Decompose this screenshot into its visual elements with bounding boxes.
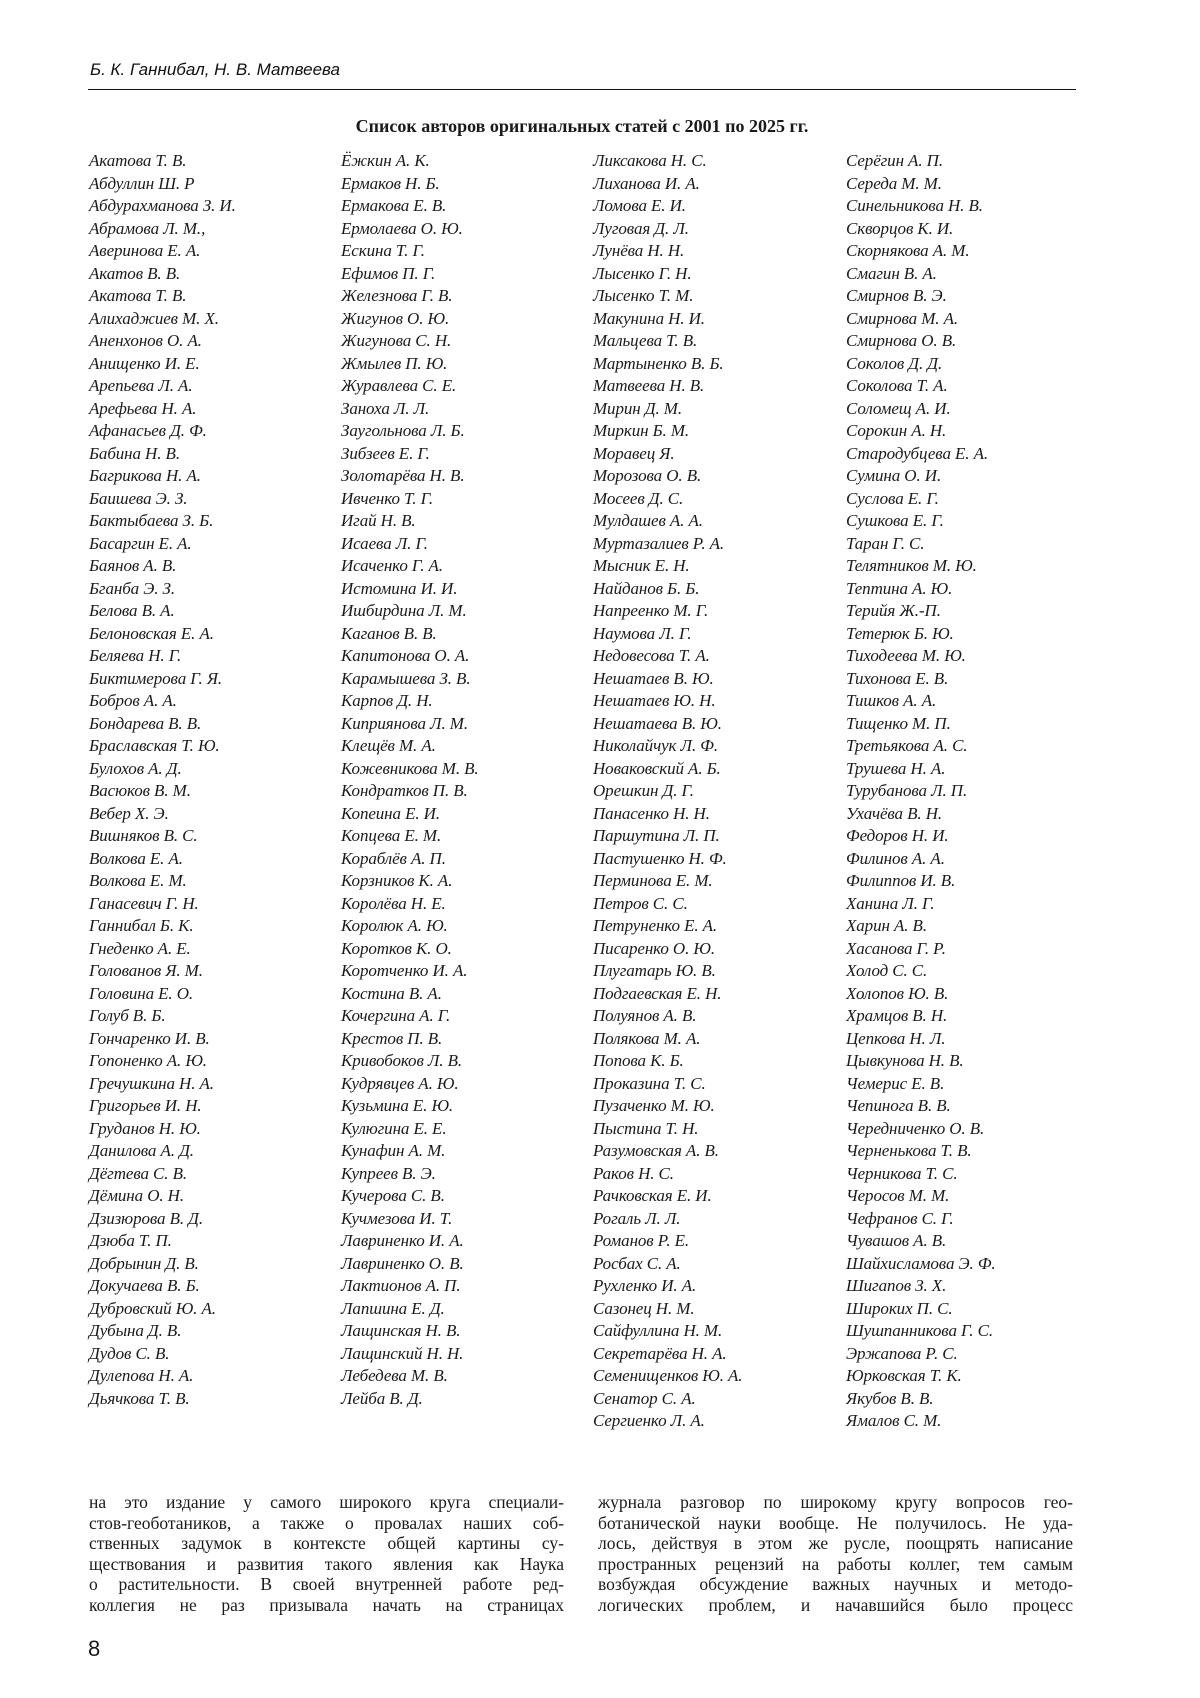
body-text-line: ществования и развития такого явления как Наука [89, 1553, 564, 1574]
author-name: Кожевникова М. В. [341, 758, 479, 778]
author-name: Бондарева В. В. [89, 713, 202, 733]
author-name: Корзников К. А. [341, 871, 453, 890]
author-name: Зибзеев Е. Г. [341, 443, 430, 463]
author-name: Серёгин А. П. [846, 151, 943, 170]
author-name: Ермолаева О. Ю. [341, 218, 463, 238]
author-name: Перминова Е. М. [593, 871, 713, 890]
author-name: Сазонец Н. М. [593, 1298, 695, 1318]
author-name: Эржапова Р. С. [846, 1343, 958, 1363]
author-name: Росбах С. А. [593, 1253, 681, 1273]
author-name: Середа М. М. [846, 173, 942, 193]
author-name: Браславская Т. Ю. [89, 736, 220, 755]
author-name: Найданов Б. Б. [593, 578, 700, 598]
body-text-line: на это издание у самого широкого круга специали- [89, 1492, 564, 1512]
author-name: Голованов Я. М. [89, 961, 203, 980]
author-name: Скворцов К. И. [846, 218, 954, 238]
body-text-right-column [598, 1492, 1073, 1615]
author-name: Волкова Е. М. [89, 871, 187, 890]
author-name: Кондратков П. В. [341, 781, 468, 800]
author-name: Юрковская Т. К. [846, 1366, 962, 1385]
author-name: Третьякова А. С. [846, 736, 968, 755]
body-text-line: стов-геоботаников, а также о провалах наших соб- [89, 1512, 564, 1533]
author-name: Ганасевич Г. Н. [89, 893, 199, 913]
author-name: Журавлева С. Е. [341, 376, 457, 395]
author-name: Дзизюрова В. Д. [89, 1208, 204, 1228]
page-number: 8 [88, 1636, 101, 1661]
author-name: Баянов А. В. [89, 556, 177, 575]
author-name: Васюков В. М. [89, 781, 191, 800]
author-name: Вебер Х. Э. [89, 803, 169, 823]
author-name: Абдуллин Ш. Р [89, 173, 195, 193]
author-name: Чепинога В. В. [846, 1096, 951, 1115]
author-name: Широких П. С. [846, 1298, 953, 1318]
author-name: Таран Г. С. [846, 533, 925, 553]
author-name: Дьячкова Т. В. [89, 1388, 190, 1408]
author-name: Сумина О. И. [846, 466, 942, 485]
author-name: Макунина Н. И. [593, 308, 705, 328]
author-name: Матвеева Н. В. [593, 376, 705, 395]
author-name: Заноха Л. Л. [341, 398, 430, 418]
author-name: Ивченко Т. Г. [341, 488, 434, 508]
author-name: Жигунова С. Н. [341, 331, 452, 350]
author-name: Цепкова Н. Л. [846, 1028, 946, 1048]
author-name: Багрикова Н. А. [89, 466, 201, 485]
author-name: Лащинская Н. В. [341, 1321, 461, 1340]
body-text-line: коллегия не раз призывала начать на страницах [89, 1594, 564, 1615]
author-name: Жмылев П. Ю. [341, 353, 448, 373]
author-name: Паршутина Л. П. [593, 826, 720, 845]
author-name: Григорьев И. Н. [89, 1096, 202, 1115]
author-name: Муртазалиев Р. А. [593, 533, 725, 553]
author-name: Ямалов С. М. [846, 1411, 942, 1430]
author-name: Аверинова Е. А. [89, 241, 201, 260]
author-name: Коротков К. О. [341, 938, 452, 958]
author-name: Игай Н. В. [341, 511, 416, 530]
author-name: Напреенко М. Г. [593, 601, 709, 620]
author-name: Арефьева Н. А. [89, 398, 197, 418]
author-name: Секретарёва Н. А. [593, 1343, 727, 1363]
author-name: Нешатаев Ю. Н. [593, 691, 716, 710]
author-name: Стародубцева Е. А. [846, 443, 989, 463]
author-name: Миркин Б. М. [593, 421, 690, 440]
author-name: Ескина Т. Г. [341, 241, 425, 260]
author-name: Данилова А. Д. [89, 1141, 194, 1160]
author-name: Лапшина Е. Д. [341, 1298, 445, 1318]
author-name: Попова К. Б. [593, 1051, 684, 1070]
author-name: Абдурахманова З. И. [89, 196, 236, 215]
author-name: Кораблёв А. П. [341, 848, 446, 868]
author-name: Лебедева М. В. [341, 1366, 448, 1385]
author-name: Разумовская А. В. [593, 1141, 719, 1160]
author-name: Карпов Д. Н. [341, 691, 433, 710]
author-name: Лейба В. Д. [341, 1388, 423, 1408]
body-text-line: лось, действуя в этом же русле, поощрять написание [598, 1533, 1073, 1553]
author-name: Груданов Н. Ю. [89, 1118, 201, 1138]
author-name: Ишбирдина Л. М. [341, 601, 467, 620]
body-text-line: логических проблем, и начавшийся было процесс [598, 1594, 1073, 1615]
author-name: Луговая Д. Л. [593, 218, 689, 238]
author-name: Федоров Н. И. [846, 826, 949, 845]
author-name: Писаренко О. Ю. [593, 938, 715, 958]
author-name: Лащинский Н. Н. [341, 1343, 464, 1363]
author-name: Полякова М. А. [593, 1028, 701, 1048]
author-name: Дудов С. В. [89, 1343, 170, 1363]
author-name: Суслова Е. Г. [846, 488, 939, 508]
author-name: Панасенко Н. Н. [593, 803, 710, 823]
author-name: Храмцов В. Н. [846, 1006, 948, 1025]
author-name: Ганнибал Б. К. [89, 916, 194, 935]
author-name: Гопоненко А. Ю. [89, 1051, 207, 1070]
author-name: Дёмина О. Н. [89, 1186, 184, 1205]
author-name: Филиппов И. В. [846, 871, 956, 890]
author-name: Лавриненко И. А. [341, 1231, 464, 1250]
author-name: Шайхисламова Э. Ф. [846, 1253, 996, 1273]
author-name: Абрамова Л. М., [89, 218, 206, 238]
author-name: Ликсакова Н. С. [593, 151, 707, 170]
author-name: Кузьмина Е. Ю. [341, 1096, 454, 1115]
author-name: Арепьева Л. А. [89, 376, 193, 395]
author-name: Акатов В. В. [89, 263, 181, 283]
author-name: Голуб В. Б. [89, 1006, 166, 1025]
author-name: Капитонова О. А. [341, 646, 470, 665]
author-name: Петруненко Е. А. [593, 916, 718, 935]
author-name: Коротченко И. А. [341, 961, 468, 980]
author-name: Кучмезова И. Т. [341, 1208, 453, 1228]
author-name: Телятников М. Ю. [846, 556, 977, 575]
author-name: Хасанова Г. Р. [846, 938, 946, 958]
author-name: Басаргин Е. А. [89, 533, 192, 553]
author-name: Мартыненко В. Б. [593, 353, 724, 373]
author-name: Сайфуллина Н. М. [593, 1321, 723, 1340]
author-name: Черосов М. М. [846, 1186, 950, 1205]
author-name: Вишняков В. С. [89, 826, 198, 845]
author-name: Биктимерова Г. Я. [89, 668, 223, 688]
author-name: Тетерюк Б. Ю. [846, 623, 954, 643]
author-name: Раков Н. С. [593, 1163, 674, 1183]
author-name: Рачковская Е. И. [593, 1186, 712, 1205]
author-name: Рухленко И. А. [593, 1276, 697, 1295]
author-name: Беляева Н. Г. [89, 646, 182, 665]
author-name: Проказина Т. С. [593, 1073, 706, 1093]
author-name: Карамышева З. В. [341, 668, 471, 688]
author-name: Филинов А. А. [846, 848, 945, 868]
author-name: Королёва Н. Е. [341, 893, 446, 913]
author-name: Копеина Е. И. [341, 803, 440, 823]
author-name: Терийя Ж.-П. [846, 601, 941, 620]
author-name: Мирин Д. М. [593, 398, 682, 418]
author-name: Полуянов А. В. [593, 1006, 697, 1025]
header-rule [88, 89, 1076, 90]
author-name: Соломещ А. И. [846, 398, 951, 418]
author-name: Мулдашев А. А. [593, 511, 703, 530]
author-name: Тищенко М. П. [846, 713, 951, 733]
author-name: Плугатарь Ю. В. [593, 961, 716, 980]
author-name: Ефимов П. Г. [341, 263, 436, 283]
author-name: Заугольнова Л. Б. [341, 421, 465, 440]
author-name: Анищенко И. Е. [89, 353, 200, 373]
author-name: Гончаренко И. В. [89, 1028, 210, 1048]
author-name: Скорнякова А. М. [846, 241, 970, 260]
author-name: Афанасьев Д. Ф. [89, 421, 207, 440]
author-name: Лавриненко О. В. [341, 1253, 464, 1273]
author-name: Железнова Г. В. [341, 286, 453, 305]
author-name: Истомина И. И. [341, 578, 458, 598]
author-name: Холод С. С. [846, 961, 928, 980]
author-name: Тептина А. Ю. [846, 578, 953, 598]
author-name: Сорокин А. Н. [846, 421, 947, 440]
author-name: Дубына Д. В. [89, 1321, 182, 1340]
author-name: Лысенко Т. М. [593, 286, 694, 305]
author-name: Золотарёва Н. В. [341, 466, 465, 485]
author-name: Недовесова Т. А. [593, 646, 710, 665]
author-name: Ухачёва В. Н. [846, 803, 943, 823]
author-name: Бабина Н. В. [89, 443, 180, 463]
author-name: Холопов Ю. В. [846, 983, 949, 1003]
author-name: Купреев В. Э. [341, 1163, 436, 1183]
author-name: Кривобоков Л. В. [341, 1051, 463, 1070]
author-name: Соколова Т. А. [846, 376, 948, 395]
body-text-line: ботанической науки вообще. Не получилось. Не уда- [598, 1512, 1073, 1533]
author-name: Наумова Л. Г. [593, 623, 692, 643]
author-name: Пыстина Т. Н. [593, 1118, 699, 1138]
author-name: Сушкова Е. Г. [846, 511, 944, 530]
author-name: Исаева Л. Г. [341, 533, 428, 553]
author-column-2 [341, 150, 591, 1410]
author-name: Якубов В. В. [846, 1388, 934, 1408]
author-name: Цывкунова Н. В. [846, 1051, 964, 1070]
author-name: Гнеденко А. Е. [89, 938, 191, 958]
author-name: Тиходеева М. Ю. [846, 646, 966, 665]
author-name: Новаковский А. Б. [593, 758, 721, 778]
author-name: Алихаджиев М. Х. [89, 308, 219, 328]
running-head: Б. К. Ганнибал, Н. В. Матвеева [90, 60, 340, 79]
author-name: Мосеев Д. С. [593, 488, 684, 508]
author-name: Чефранов С. Г. [846, 1208, 954, 1228]
author-name: Черненькова Т. В. [846, 1141, 972, 1160]
author-name: Чемерис Е. В. [846, 1073, 945, 1093]
author-name: Моравец Я. [593, 443, 675, 463]
author-name: Бактыбаева З. Б. [89, 511, 214, 530]
author-name: Орешкин Д. Г. [593, 781, 694, 800]
author-name: Аненхонов О. А. [89, 331, 202, 350]
author-name: Бобров А. А. [89, 691, 177, 710]
author-name: Подгаевская Е. Н. [593, 983, 722, 1003]
author-name: Клещёв М. А. [341, 736, 436, 755]
author-name: Нешатаева В. Ю. [593, 713, 722, 733]
author-column-3 [593, 150, 843, 1433]
author-name: Белоновская Е. А. [89, 623, 214, 643]
author-name: Пузаченко М. Ю. [593, 1096, 715, 1115]
author-name: Лактионов А. П. [341, 1276, 461, 1295]
author-list-title: Список авторов оригинальных статей с 2001 по 2025 гг. [355, 116, 809, 136]
author-name: Семенищенков Ю. А. [593, 1366, 743, 1385]
author-name: Каганов В. В. [341, 623, 437, 643]
author-name: Петров С. С. [593, 893, 688, 913]
author-name: Костина В. А. [341, 983, 442, 1003]
author-name: Сенатор С. А. [593, 1388, 696, 1408]
author-name: Кулюгина Е. Е. [341, 1118, 447, 1138]
author-name: Ермакова Е. В. [341, 196, 447, 215]
author-name: Смирнов В. Э. [846, 286, 947, 305]
author-name: Королюк А. Ю. [341, 916, 448, 935]
author-name: Лысенко Г. Н. [593, 263, 692, 283]
author-name: Мысник Е. Н. [593, 556, 690, 575]
author-name: Смагин В. А. [846, 263, 937, 283]
author-name: Романов Р. Е. [593, 1231, 690, 1250]
author-name: Пастушенко Н. Ф. [593, 848, 727, 868]
author-name: Чувашов А. В. [846, 1231, 947, 1250]
author-name: Рогаль Л. Л. [593, 1208, 681, 1228]
author-name: Трушева Н. А. [846, 758, 946, 778]
author-name: Мальцева Т. В. [593, 331, 698, 350]
author-name: Белова В. А. [89, 601, 175, 620]
author-name: Смирнова О. В. [846, 331, 957, 350]
author-name: Кучерова С. В. [341, 1186, 445, 1205]
author-name: Дубровский Ю. А. [89, 1298, 216, 1318]
author-name: Копцева Е. М. [341, 826, 442, 845]
author-name: Соколов Д. Д. [846, 353, 943, 373]
author-name: Чередниченко О. В. [846, 1118, 985, 1138]
body-text-line: ственных задумок в контексте общей картины су- [89, 1533, 564, 1553]
author-name: Акатова Т. В. [89, 151, 187, 170]
author-name: Докучаева В. Б. [89, 1276, 200, 1295]
author-name: Исаченко Г. А. [341, 556, 443, 575]
author-name: Дёгтева С. В. [89, 1163, 188, 1183]
author-name: Нешатаев В. Ю. [593, 668, 714, 688]
author-name: Дулепова Н. А. [89, 1366, 194, 1385]
author-name: Шушпанникова Г. С. [846, 1321, 993, 1340]
body-text-line: журнала разговор по широкому кругу вопросов гео- [598, 1492, 1073, 1512]
body-text-left-column [89, 1492, 564, 1615]
author-name: Акатова Т. В. [89, 286, 187, 305]
author-name: Николайчук Л. Ф. [593, 736, 718, 755]
author-name: Лунёва Н. Н. [593, 241, 685, 260]
author-name: Булохов А. Д. [89, 758, 182, 778]
author-name: Ломова Е. И. [593, 196, 686, 215]
author-name: Морозова О. В. [593, 466, 702, 485]
author-name: Турубанова Л. П. [846, 781, 968, 800]
author-name: Сергиенко Л. А. [593, 1411, 705, 1430]
author-name: Кочергина А. Г. [341, 1006, 451, 1025]
author-name: Кунафин А. М. [341, 1141, 446, 1160]
author-name: Бганба Э. З. [89, 578, 175, 598]
author-name: Жигунов О. Ю. [341, 308, 450, 328]
author-name: Кудрявцев А. Ю. [341, 1073, 459, 1093]
author-name: Тихонова Е. В. [846, 668, 949, 688]
author-name: Баишева Э. З. [89, 488, 188, 508]
author-name: Киприянова Л. М. [341, 713, 468, 733]
author-name: Гречушкина Н. А. [89, 1073, 214, 1093]
body-text-line: возбуждая обсуждение важных научных и методо- [598, 1574, 1073, 1594]
author-name: Ёжкин А. К. [341, 151, 430, 170]
author-name: Ермаков Н. Б. [341, 173, 440, 193]
author-column-4 [846, 150, 1096, 1433]
author-name: Головина Е. О. [89, 983, 194, 1003]
author-name: Дзюба Т. П. [89, 1231, 172, 1250]
author-name: Лиханова И. А. [593, 173, 700, 193]
author-name: Синельникова Н. В. [846, 196, 983, 215]
body-text-line: о растительности. В своей внутренней работе ред- [89, 1574, 564, 1594]
author-name: Шигапов З. Х. [846, 1276, 947, 1295]
author-name: Ханина Л. Г. [846, 893, 935, 913]
author-name: Волкова Е. А. [89, 848, 183, 868]
author-name: Харин А. В. [846, 916, 927, 935]
author-column-1 [89, 150, 339, 1410]
author-name: Тишков А. А. [846, 691, 937, 710]
body-text-line: пространных рецензий на работы коллег, тем самым [598, 1553, 1073, 1574]
author-name: Смирнова М. А. [846, 308, 959, 328]
author-name: Крестов П. В. [341, 1028, 443, 1048]
author-name: Добрынин Д. В. [89, 1253, 199, 1273]
author-name: Черникова Т. С. [846, 1163, 958, 1183]
